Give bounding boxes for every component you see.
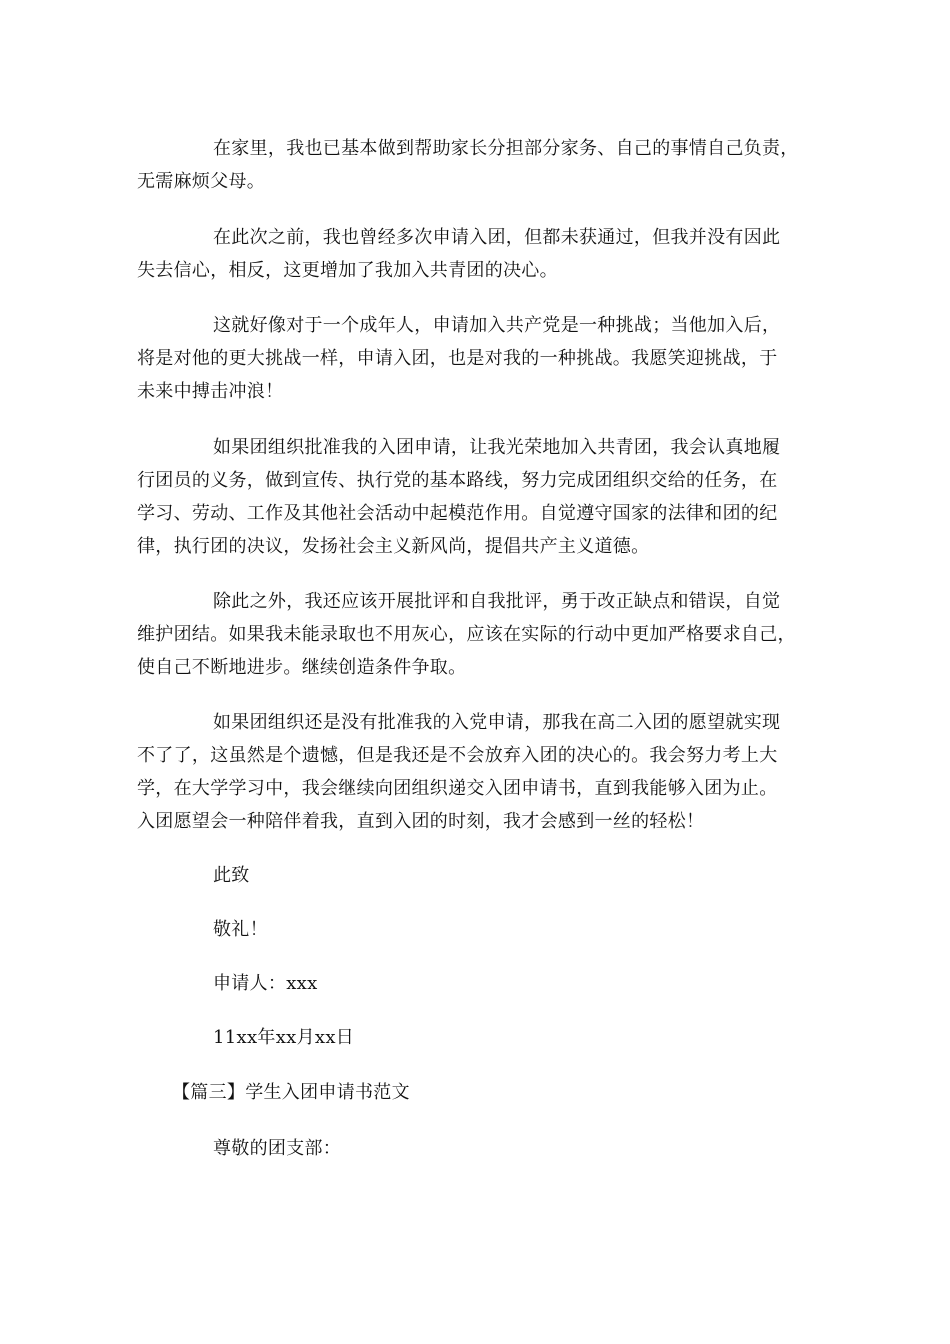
paragraph-5-line-1: 除此之外，我还应该开展批评和自我批评，勇于改正缺点和错误，自觉 bbox=[213, 591, 781, 612]
paragraph-1-line-2: 无需麻烦父母。 bbox=[137, 171, 266, 192]
paragraph-2-line-2: 失去信心，相反，这更增加了我加入共青团的决心。 bbox=[137, 260, 558, 281]
closing-regards: 敬礼！ bbox=[213, 919, 268, 940]
paragraph-4-line-4: 律，执行团的决议，发扬社会主义新风尚，提倡共产主义道德。 bbox=[137, 536, 650, 557]
closing-salutation: 此致 bbox=[213, 865, 250, 886]
paragraph-6-line-3: 学，在大学学习中，我会继续向团组织递交入团申请书，直到我能够入团为止。 bbox=[137, 778, 778, 799]
paragraph-3-line-2: 将是对他的更大挑战一样，申请入团，也是对我的一种挑战。我愿笑迎挑战，于 bbox=[137, 348, 778, 369]
paragraph-6-line-2: 不了了，这虽然是个遗憾，但是我还是不会放弃入团的决心的。我会努力考上大 bbox=[137, 745, 778, 766]
paragraph-2-line-1: 在此次之前，我也曾经多次申请入团，但都未获通过，但我并没有因此 bbox=[213, 227, 781, 248]
paragraph-3-line-3: 未来中搏击冲浪！ bbox=[137, 381, 284, 402]
paragraph-4-line-1: 如果团组织批准我的入团申请，让我光荣地加入共青团，我会认真地履 bbox=[213, 437, 781, 458]
paragraph-5-line-3: 使自己不断地进步。继续创造条件争取。 bbox=[137, 657, 467, 678]
paragraph-6-line-4: 入团愿望会一种陪伴着我，直到入团的时刻，我才会感到一丝的轻松！ bbox=[137, 811, 705, 832]
paragraph-4-line-2: 行团员的义务，做到宣传、执行党的基本路线，努力完成团组织交给的任务，在 bbox=[137, 470, 778, 491]
paragraph-1-line-1: 在家里，我也已基本做到帮助家长分担部分家务、自己的事情自己负责， bbox=[213, 138, 799, 159]
paragraph-3-line-1: 这就好像对于一个成年人，申请加入共产党是一种挑战；当他加入后， bbox=[213, 315, 781, 336]
paragraph-5-line-2: 维护团结。如果我未能录取也不用灰心，应该在实际的行动中更加严格要求自己， bbox=[137, 624, 796, 645]
paragraph-4-line-3: 学习、劳动、工作及其他社会活动中起模范作用。自觉遵守国家的法律和团的纪 bbox=[137, 503, 778, 524]
section-heading: 【篇三】学生入团申请书范文 bbox=[172, 1082, 410, 1103]
applicant-signature: 申请人：xxx bbox=[213, 973, 318, 994]
application-date: 11xx年xx月xx日 bbox=[213, 1027, 355, 1048]
paragraph-6-line-1: 如果团组织还是没有批准我的入党申请，那我在高二入团的愿望就实现 bbox=[213, 712, 781, 733]
letter-greeting: 尊敬的团支部： bbox=[213, 1138, 342, 1159]
